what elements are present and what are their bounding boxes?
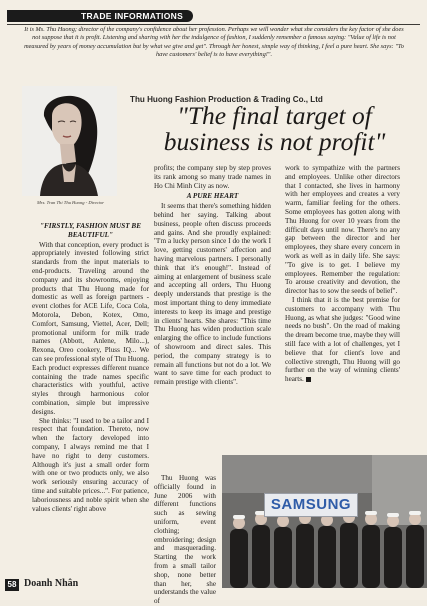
article-headline: "The final target of business is not profit" (163, 101, 386, 156)
photo-caption: Mrs. Tran Thi Thu Huong - Director (36, 200, 105, 205)
director-portrait-image (22, 86, 117, 196)
subhead-pure-heart: A PURE HEART (186, 192, 239, 201)
magazine-name: Doanh Nhân (24, 578, 79, 589)
paragraph: It seems that there's something hidden behind her saying. Talking about business, people often discuss proceeds and gains. And she proudly explained: "I'm a lucky person since I do the work I love, getting customers' affection and having marvelous partners. I personally think that it's enough!". Instead of aiming at enlargement of business scale and accepting all orders, Thu Huong deeply understands that prestige is the most important thing to deny immediate interests to keep its image and prestige in clients' hearts. She shares: "This time Thu Huong has widen production scale enlarging the office to include functions of showroom and direct sales. This period, the company strategy is to remain all functions but not do a lot. We want to save time for each product to remain prestige with clients". (154, 202, 271, 387)
subhead-fashion: "FIRSTLY, FASHION MUST BE BEAUTIFUL" (39, 222, 142, 239)
page-number: 58 (5, 579, 19, 591)
company-name: Thu Huong Fashion Production & Trading Co., Ltd (130, 95, 323, 104)
event-group-image (222, 455, 427, 588)
end-mark-icon (306, 377, 311, 382)
samsung-sign: SAMSUNG (264, 493, 358, 517)
header-rule (7, 24, 420, 25)
article-column-3 (285, 164, 400, 384)
paragraph: Thu Huong was officially found in June 2006 with different functions such as sewing uniform, event clothing; embroidering; design and masquerading. Starting the work from a small tailor shop, none better than her, she understands the value of (154, 474, 216, 606)
event-photo (222, 455, 427, 588)
director-photo (22, 86, 117, 196)
paragraph: With that conception, every product is appropriately invested following strict standards from the input materials to end-products. Traveling around the company and its showrooms, enjoying products that Thu Huong made for domestic as well as foreign partners - event clothes for ACE Life, Coca Cola, Motorola, Debon, Kotex, Omo, Comfort, Samsung, Viettel, Acer, Dell; promotional uniform for milk trade names (Abbott, Anlene, Milo...), Rexona, Oreo cookery, Pluss IQ... We can see professional style of Thu Huong. Each product expresses different nuance containing the trade names specific characteristics with youthful, active styles through harmonious color combination, simple but impressive designs. (32, 240, 149, 416)
paragraph: work to sympathize with the partners and employees. Unlike other directors that I contacted, she lives in harmony with her employees and creates a very warm, familiar feeling for the others. Some employees has gotten along with Thu Huong for over 10 years from the difficult days until now. There's no any gap between the director and her employees, they share every concern in work as well as in daily life. She says: "To give is to get. I believe my employees. Remember the regulation: To arouse creativity and devotion, the director has to sow the seeds of belief". (285, 164, 400, 296)
paragraph (285, 296, 400, 384)
article-column-1 (32, 220, 149, 513)
closing-paragraph-text: I think that it is the best premise for customers to accompany with Thu Huong, as what she judges: "Good wine needs no bush". On the road of making the dream become true, maybe they will still face with a lot of challenges, yet I believe that for client's love and collective strength, Thu Huong will go further on the way of winning clients' hearts. (285, 295, 400, 384)
article-column-2-continued (154, 474, 216, 606)
section-title: TRADE INFORMATIONS (81, 11, 184, 21)
paragraph: profits; the company step by step proves its rank among so many trade names in Ho Chi Minh City as now. (154, 164, 271, 190)
article-column-2 (154, 164, 271, 387)
paragraph: She thinks: "I used to be a tailor and I respect that foundation. Thereto, now when the factory developed into company, I always remind me that I have no right to deny customers. Although it's just a small order form with one or two products only, we also work seriously ensuring accuracy of time and suitable prices...". For patience, laboriousness and noble spirit when she values clients' right above (32, 416, 149, 513)
intro-paragraph: It is Ms. Thu Huong; director of the company's confidence about her profession. Perhaps we will wonder what she considers the key factor of she does not suppose that it is profit. Listening and sharing with her the indulgence of fashion, I suddenly remember a famous saying: "Value of life is not measured by years of money accumulation but by what we give and get". Through her honest, simple way of thinking, I feel a pure heart. She says: "To have customers' belief is to have everything!". (24, 26, 404, 59)
